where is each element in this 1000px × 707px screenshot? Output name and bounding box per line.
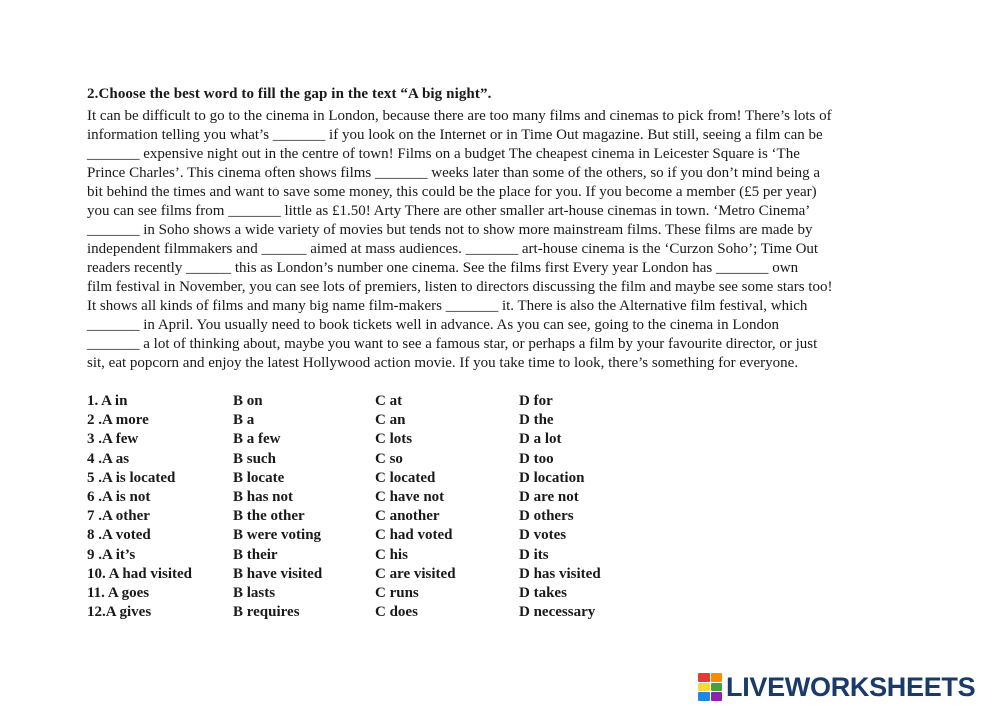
passage-line: _______ in April. You usually need to book tickets well in advance. As you can see, going to the cinema in London — [87, 317, 779, 333]
option-b: B lasts — [233, 584, 276, 601]
option-c: C located — [375, 469, 436, 486]
option-a: 7 .A other — [87, 508, 150, 525]
liveworksheets-logo-icon — [698, 673, 722, 701]
passage-line: sit, eat popcorn and enjoy the latest Hollywood action movie. If you take time to look, there’s something for everyone. — [87, 355, 799, 371]
option-c: C runs — [375, 584, 419, 601]
logo-text: LIVEWORKSHEETS — [726, 672, 976, 702]
exercise-title: 2.Choose the best word to fill the gap in the text “A big night”. — [87, 86, 492, 102]
option-c: C his — [375, 546, 408, 563]
option-d: D takes — [519, 584, 567, 601]
option-d: D its — [519, 546, 549, 563]
passage-line: you can see films from _______ little as £1.50! Arty There are other smaller art-house cinemas in town. ‘Metro Cinema’ — [87, 203, 811, 219]
option-c: C have not — [375, 488, 445, 505]
option-d: D necessary — [519, 604, 596, 621]
option-b: B have visited — [233, 565, 323, 582]
option-c: C another — [375, 508, 440, 525]
option-b: B requires — [233, 604, 300, 621]
passage-line: information telling you what’s _______ if you look on the Internet or in Time Out magazine. But still, seeing a film can be — [87, 127, 823, 143]
option-a: 1. A in — [87, 393, 128, 409]
option-b: B on — [233, 393, 263, 409]
option-a: 10. A had visited — [87, 565, 193, 582]
option-c: C an — [375, 412, 406, 429]
option-b: B a — [233, 412, 255, 429]
option-d: D the — [519, 412, 554, 429]
option-b: B the other — [233, 508, 305, 525]
passage-line: _______ in Soho shows a wide variety of movies but tends not to show more mainstream films. These films are made by — [87, 222, 813, 238]
passage-line: film festival in November, you can see lots of premiers, listen to directors discussing the film and maybe see some stars too! — [87, 279, 833, 295]
option-b: B were voting — [233, 527, 322, 544]
option-b: B such — [233, 450, 276, 467]
passage-text — [87, 107, 927, 373]
passage-line: readers recently ______ this as London’s number one cinema. See the films first Every year London has _______ own — [87, 260, 799, 276]
option-a: 4 .A as — [87, 450, 130, 467]
option-d: D are not — [519, 488, 579, 505]
liveworksheets-logo — [698, 671, 975, 703]
option-a: 9 .A it’s — [87, 546, 136, 563]
option-d: D a lot — [519, 431, 562, 448]
passage-line: Prince Charles’. This cinema often shows films _______ weeks later than some of the others, so if you don’t mind being a — [87, 165, 821, 181]
option-a: 8 .A voted — [87, 527, 151, 544]
option-c: C at — [375, 393, 403, 409]
passage-line: It shows all kinds of films and many big name film-makers _______ it. There is also the Alternative film festival, which — [87, 298, 808, 314]
option-a: 12.A gives — [87, 604, 152, 621]
option-c: C so — [375, 450, 403, 467]
logo-tile — [711, 673, 723, 682]
option-a: 11. A goes — [87, 584, 150, 601]
passage-line: It can be difficult to go to the cinema in London, because there are too many films and cinemas to pick from! There’s lots of — [87, 108, 832, 124]
passage-line: _______ a lot of thinking about, maybe you want to see a famous star, or perhaps a film by your favourite director, or just — [87, 336, 818, 352]
logo-tile — [698, 692, 710, 701]
option-b: B a few — [233, 431, 281, 448]
option-d: D has visited — [519, 565, 601, 582]
option-b: B locate — [233, 469, 285, 486]
option-d: D location — [519, 469, 585, 486]
option-d: D too — [519, 450, 554, 467]
option-d: D for — [519, 393, 553, 409]
option-d: D others — [519, 508, 574, 525]
passage-line: bit behind the times and want to save some money, this could be the place for you. If you become a member (£5 per year) — [87, 184, 817, 200]
option-d: D votes — [519, 527, 567, 544]
option-a: 6 .A is not — [87, 488, 151, 505]
option-a: 5 .A is located — [87, 469, 176, 486]
option-a: 2 .A more — [87, 412, 149, 429]
option-b: B has not — [233, 488, 294, 505]
option-c: C are visited — [375, 565, 456, 582]
logo-tile — [698, 683, 710, 692]
logo-tile — [711, 683, 723, 692]
logo-tile — [711, 692, 723, 701]
option-c: C had voted — [375, 527, 453, 544]
option-a: 3 .A few — [87, 431, 139, 448]
option-c: C lots — [375, 431, 413, 448]
option-c: C does — [375, 604, 418, 621]
passage-line: independent filmmakers and ______ aimed at mass audiences. _______ art-house cinema is the ‘Curzon Soho’; Time Out — [87, 241, 819, 257]
passage-line: _______ expensive night out in the centre of town! Films on a budget The cheapest cinema in Leicester Square is ‘The — [87, 146, 800, 162]
logo-tile — [698, 673, 710, 682]
option-b: B their — [233, 546, 278, 563]
